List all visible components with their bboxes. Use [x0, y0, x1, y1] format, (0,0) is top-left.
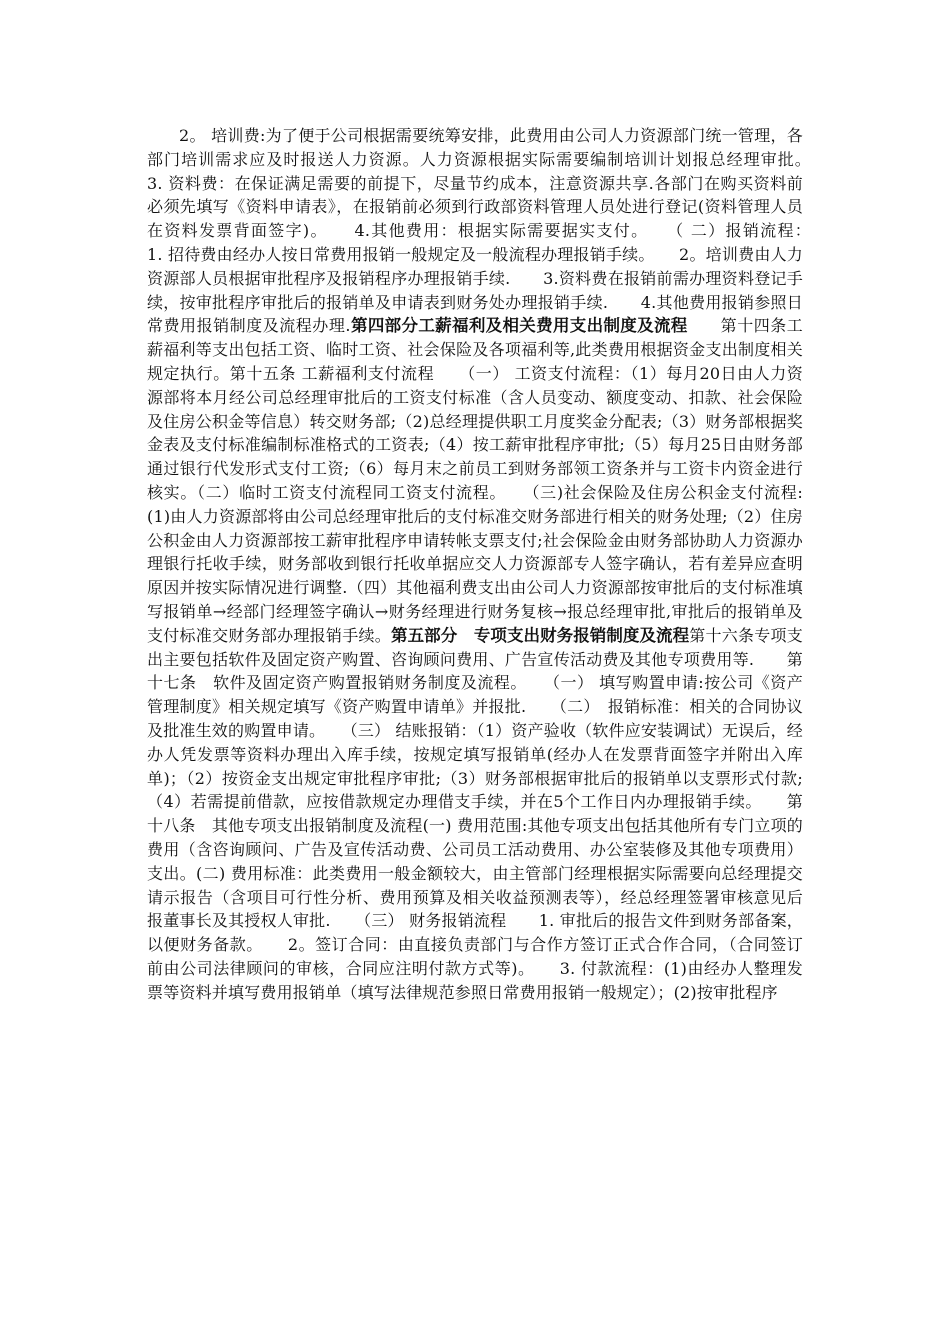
section-heading-part-5: 第五部分 专项支出财务报销制度及流程 — [391, 625, 690, 645]
body-text-part-2: 第十四条工薪福利等支出包括工资、临时工资、社会保险及各项福利等,此类费用根据资金支出制度相关规定执行。第十五条 工薪福利支付流程 （一） 工资支付流程：（1）每月20日由人力资源部将本月经公司总经理审批后的工资支付标准（含人员变动、额度变动、扣款、社会保险及住房公积金等信息）转交财务部;（2)总经理提供职工月度奖金分配表;（3）财务部根据奖金表及支付标准编制标准格式的工资表;（4）按工薪审批程序审批;（5）每月25日由财务部通过银行代发形式支付工资;（6）每月末之前员工到财务部领工资条并与工资卡内资金进行核实。（二）临时工资支付流程同工资支付流程。 （三)社会保险及住房公积金支付流程:(1)由人力资源部将由公司总经理审批后的支付标准交财务部进行相关的财务处理;（2）住房公积金由人力资源部按工薪审批程序申请转帐支票支付;社会保险金由财务部协助人力资源办理银行托收手续，财务部收到银行托收单据应交人力资源部专人签字确认，若有差异应查明原因并按实际情况进行调整.（四）其他福利费支出由公司人力资源部按审批后的支付标准填写报销单→经部门经理签字确认→财务经理进行财务复核→报总经理审批,审批后的报销单及支付标准交财务部办理报销手续。 — [147, 316, 804, 645]
body-text-part-1: 2。 培训费:为了便于公司根据需要统筹安排，此费用由公司人力资源部门统一管理，各部门培训需求应及时报送人力资源。人力资源根据实际需要编制培训计划报总经理审批。 3. 资料费：在保证满足需要的前提下，尽量节约成本，注意资源共享.各部门在购买资料前必须先填写《资料申请表》，在报销前必须到行政部资料管理人员处进行登记(资料管理人员在资料发票背面签字)。 4.其他费用：根据实际需要据实支付。 （ 二）报销流程： 1. 招待费由经办人按日常费用报销一般规定及一般流程办理报销手续。 2。培训费由人力资源部人员根据审批程序及报销程序办理报销手续. 3.资料费在报销前需办理资料登记手续，按审批程序审批后的报销单及申请表到财务处办理报销手续. 4.其他费用报销参照日常费用报销制度及流程办理. — [147, 126, 836, 336]
section-heading-part-4: 第四部分工薪福利及相关费用支出制度及流程 — [350, 316, 688, 336]
body-paragraph — [147, 124, 836, 1004]
document-page — [147, 124, 836, 1004]
body-text-part-3: 第十六条专项支出主要包括软件及固定资产购置、咨询顾问费用、广告宣传活动费及其他专项费用等. 第十七条 软件及固定资产购置报销财务制度及流程。 （一） 填写购置申请:按公司《资产管理制度》相关规定填写《资产购置申请单》并报批. （二） 报销标准：相关的合同协议及批准生效的购置申请。 （三） 结账报销：（1）资产验收（软件应安装调试）无误后，经办人凭发票等资料办理出入库手续，按规定填写报销单(经办人在发票背面签字并附出入库单)；（2）按资金支出规定审批程序审批;（3）财务部根据审批后的报销单以支票形式付款;（4）若需提前借款，应按借款规定办理借支手续，并在5个工作日内办理报销手续。 第十八条 其他专项支出报销制度及流程(一) 费用范围:其他专项支出包括其他所有专门立项的费用（含咨询顾问、广告及宣传活动费、公司员工活动费用、办公室装修及其他专项费用）支出。(二) 费用标准：此类费用一般金额较大，由主管部门经理根据实际需要向总经理提交请示报告（含项目可行性分析、费用预算及相关收益预测表等），经总经理签署审核意见后报董事长及其授权人审批. （三） 财务报销流程 1. 审批后的报告文件到财务部备案，以便财务备款。 2。签订合同：由直接负责部门与合作方签订正式合作合同，（合同签订前由公司法律顾问的审核，合同应注明付款方式等)。 3. 付款流程：(1)由经办人整理发票等资料并填写费用报销单（填写法律规范参照日常费用报销一般规定）；(2)按审批程序 — [147, 625, 804, 1002]
